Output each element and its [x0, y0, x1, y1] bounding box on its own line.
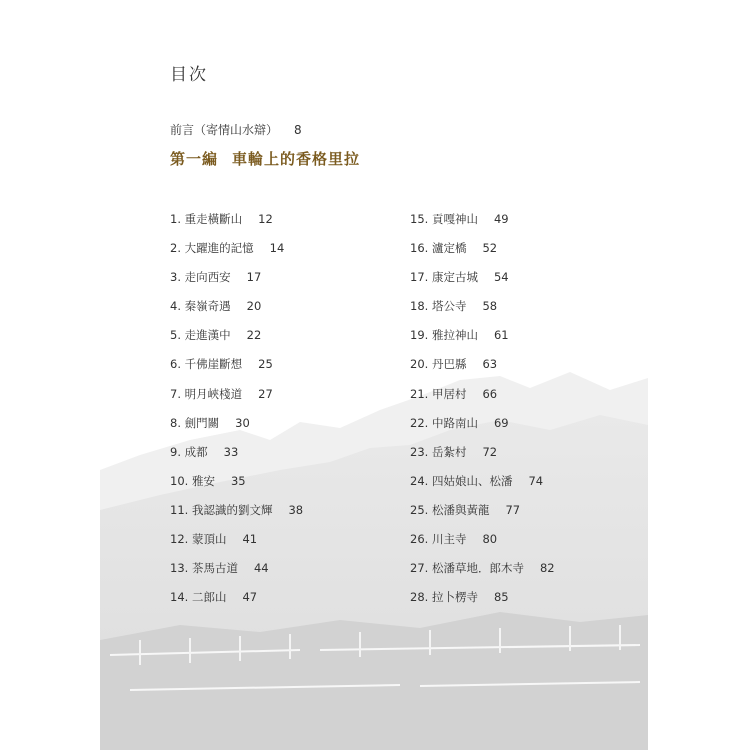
entry-label: 4. 秦嶺奇遇 — [170, 299, 231, 314]
entry-label: 20. 丹巴縣 — [410, 357, 467, 372]
entry-label: 5. 走進漢中 — [170, 328, 231, 343]
entry-label: 21. 甲居村 — [410, 386, 467, 401]
book-page — [100, 0, 648, 750]
toc-preface-entry[interactable] — [170, 121, 302, 138]
entry-label: 1. 重走橫斷山 — [170, 212, 243, 226]
toc-right-column — [410, 210, 555, 617]
toc-entry[interactable] — [170, 530, 303, 559]
entry-page-number: 85 — [493, 590, 509, 605]
entry-label: 26. 川主寺 — [410, 532, 467, 547]
entry-page-number: 69 — [493, 415, 509, 430]
entry-label: 28. 拉卜楞寺 — [410, 590, 478, 605]
entry-page-number: 52 — [482, 241, 498, 256]
entry-page-number: 77 — [505, 502, 521, 517]
entry-page-number: 61 — [493, 328, 509, 343]
entry-label: 9. 成都 — [170, 444, 208, 459]
toc-entry[interactable] — [170, 355, 303, 384]
page-title: 目次 — [170, 65, 208, 85]
toc-entry[interactable] — [170, 559, 303, 588]
entry-page-number: 33 — [223, 444, 239, 459]
entry-page-number: 14 — [269, 241, 285, 256]
toc-entry[interactable] — [170, 501, 303, 530]
entry-page-number: 41 — [242, 532, 258, 547]
toc-entry[interactable] — [170, 385, 303, 414]
entry-label: 11. 我認識的劉文輝 — [170, 502, 273, 517]
entry-page-number: 63 — [482, 357, 498, 372]
entry-label: 17. 康定古城 — [410, 270, 478, 285]
entry-page-number: 20 — [246, 299, 262, 314]
entry-label: 3. 走向西安 — [170, 270, 231, 285]
part-title: 車輪上的香格里拉 — [232, 150, 361, 168]
entry-page-number: 38 — [288, 502, 304, 517]
toc-entry[interactable] — [410, 355, 555, 384]
entry-page-number: 35 — [230, 473, 246, 488]
entry-page-number: 58 — [482, 299, 498, 314]
entry-page-number: 27 — [258, 386, 273, 401]
toc-entry[interactable] — [410, 588, 555, 617]
toc-entry[interactable] — [410, 239, 555, 268]
entry-page-number: 12 — [258, 212, 273, 226]
entry-label: 19. 雅拉神山 — [410, 328, 478, 343]
toc-entry[interactable] — [170, 210, 303, 239]
toc-entry[interactable] — [410, 297, 555, 326]
entry-label: 2. 大躍進的記憶 — [170, 241, 254, 256]
entry-label: 15. 貢嘎神山 — [410, 212, 478, 226]
entry-page-number: 82 — [539, 561, 555, 576]
entry-page-number: 80 — [482, 532, 498, 547]
toc-entry[interactable] — [170, 326, 303, 355]
entry-label: 24. 四姑娘山、松潘 — [410, 473, 513, 488]
toc-entry[interactable] — [410, 501, 555, 530]
entry-page-number: 17 — [246, 270, 262, 285]
toc-entry[interactable] — [170, 443, 303, 472]
entry-page-number: 44 — [253, 561, 269, 576]
entry-label: 10. 雅安 — [170, 473, 215, 488]
toc-entry[interactable] — [170, 268, 303, 297]
entry-page-number: 72 — [482, 444, 498, 459]
entry-label: 7. 明月峽棧道 — [170, 386, 243, 401]
toc-entry[interactable] — [410, 530, 555, 559]
part-number: 第一編 — [170, 150, 219, 168]
entry-page-number: 8 — [294, 123, 302, 137]
entry-label: 8. 劍門關 — [170, 415, 220, 430]
entry-label: 13. 茶馬古道 — [170, 561, 238, 576]
toc-left-column — [170, 210, 303, 617]
entry-label: 18. 塔公寺 — [410, 299, 467, 314]
toc-entry[interactable] — [410, 268, 555, 297]
toc-entry[interactable] — [170, 472, 303, 501]
entry-page-number: 54 — [493, 270, 509, 285]
part-heading — [170, 148, 360, 169]
entry-label: 16. 瀘定橋 — [410, 241, 467, 256]
toc-entry[interactable] — [410, 414, 555, 443]
entry-label: 23. 岳紮村 — [410, 444, 467, 459]
toc-entry[interactable] — [170, 297, 303, 326]
entry-label: 前言（寄情山水辯） — [170, 123, 279, 137]
entry-label: 6. 千佛崖斷想 — [170, 357, 243, 372]
toc-entry[interactable] — [410, 443, 555, 472]
toc-entry[interactable] — [410, 559, 555, 588]
entry-page-number: 30 — [235, 415, 250, 430]
toc-entry[interactable] — [170, 588, 303, 617]
toc-entry[interactable] — [410, 385, 555, 414]
entry-page-number: 47 — [242, 590, 258, 605]
entry-label: 14. 二郎山 — [170, 590, 227, 605]
toc-entry[interactable] — [170, 239, 303, 268]
entry-page-number: 74 — [528, 473, 544, 488]
entry-label: 22. 中路南山 — [410, 415, 478, 430]
entry-page-number: 22 — [246, 328, 262, 343]
toc-entry[interactable] — [410, 472, 555, 501]
entry-page-number: 25 — [258, 357, 273, 372]
entry-label: 12. 蒙頂山 — [170, 532, 227, 547]
toc-entry[interactable] — [410, 210, 555, 239]
entry-label: 27. 松潘草地．郎木寺 — [410, 561, 524, 576]
entry-label: 25. 松潘與黃龍 — [410, 502, 490, 517]
toc-entry[interactable] — [170, 414, 303, 443]
toc-entry[interactable] — [410, 326, 555, 355]
entry-page-number: 49 — [493, 212, 509, 226]
entry-page-number: 66 — [482, 386, 498, 401]
